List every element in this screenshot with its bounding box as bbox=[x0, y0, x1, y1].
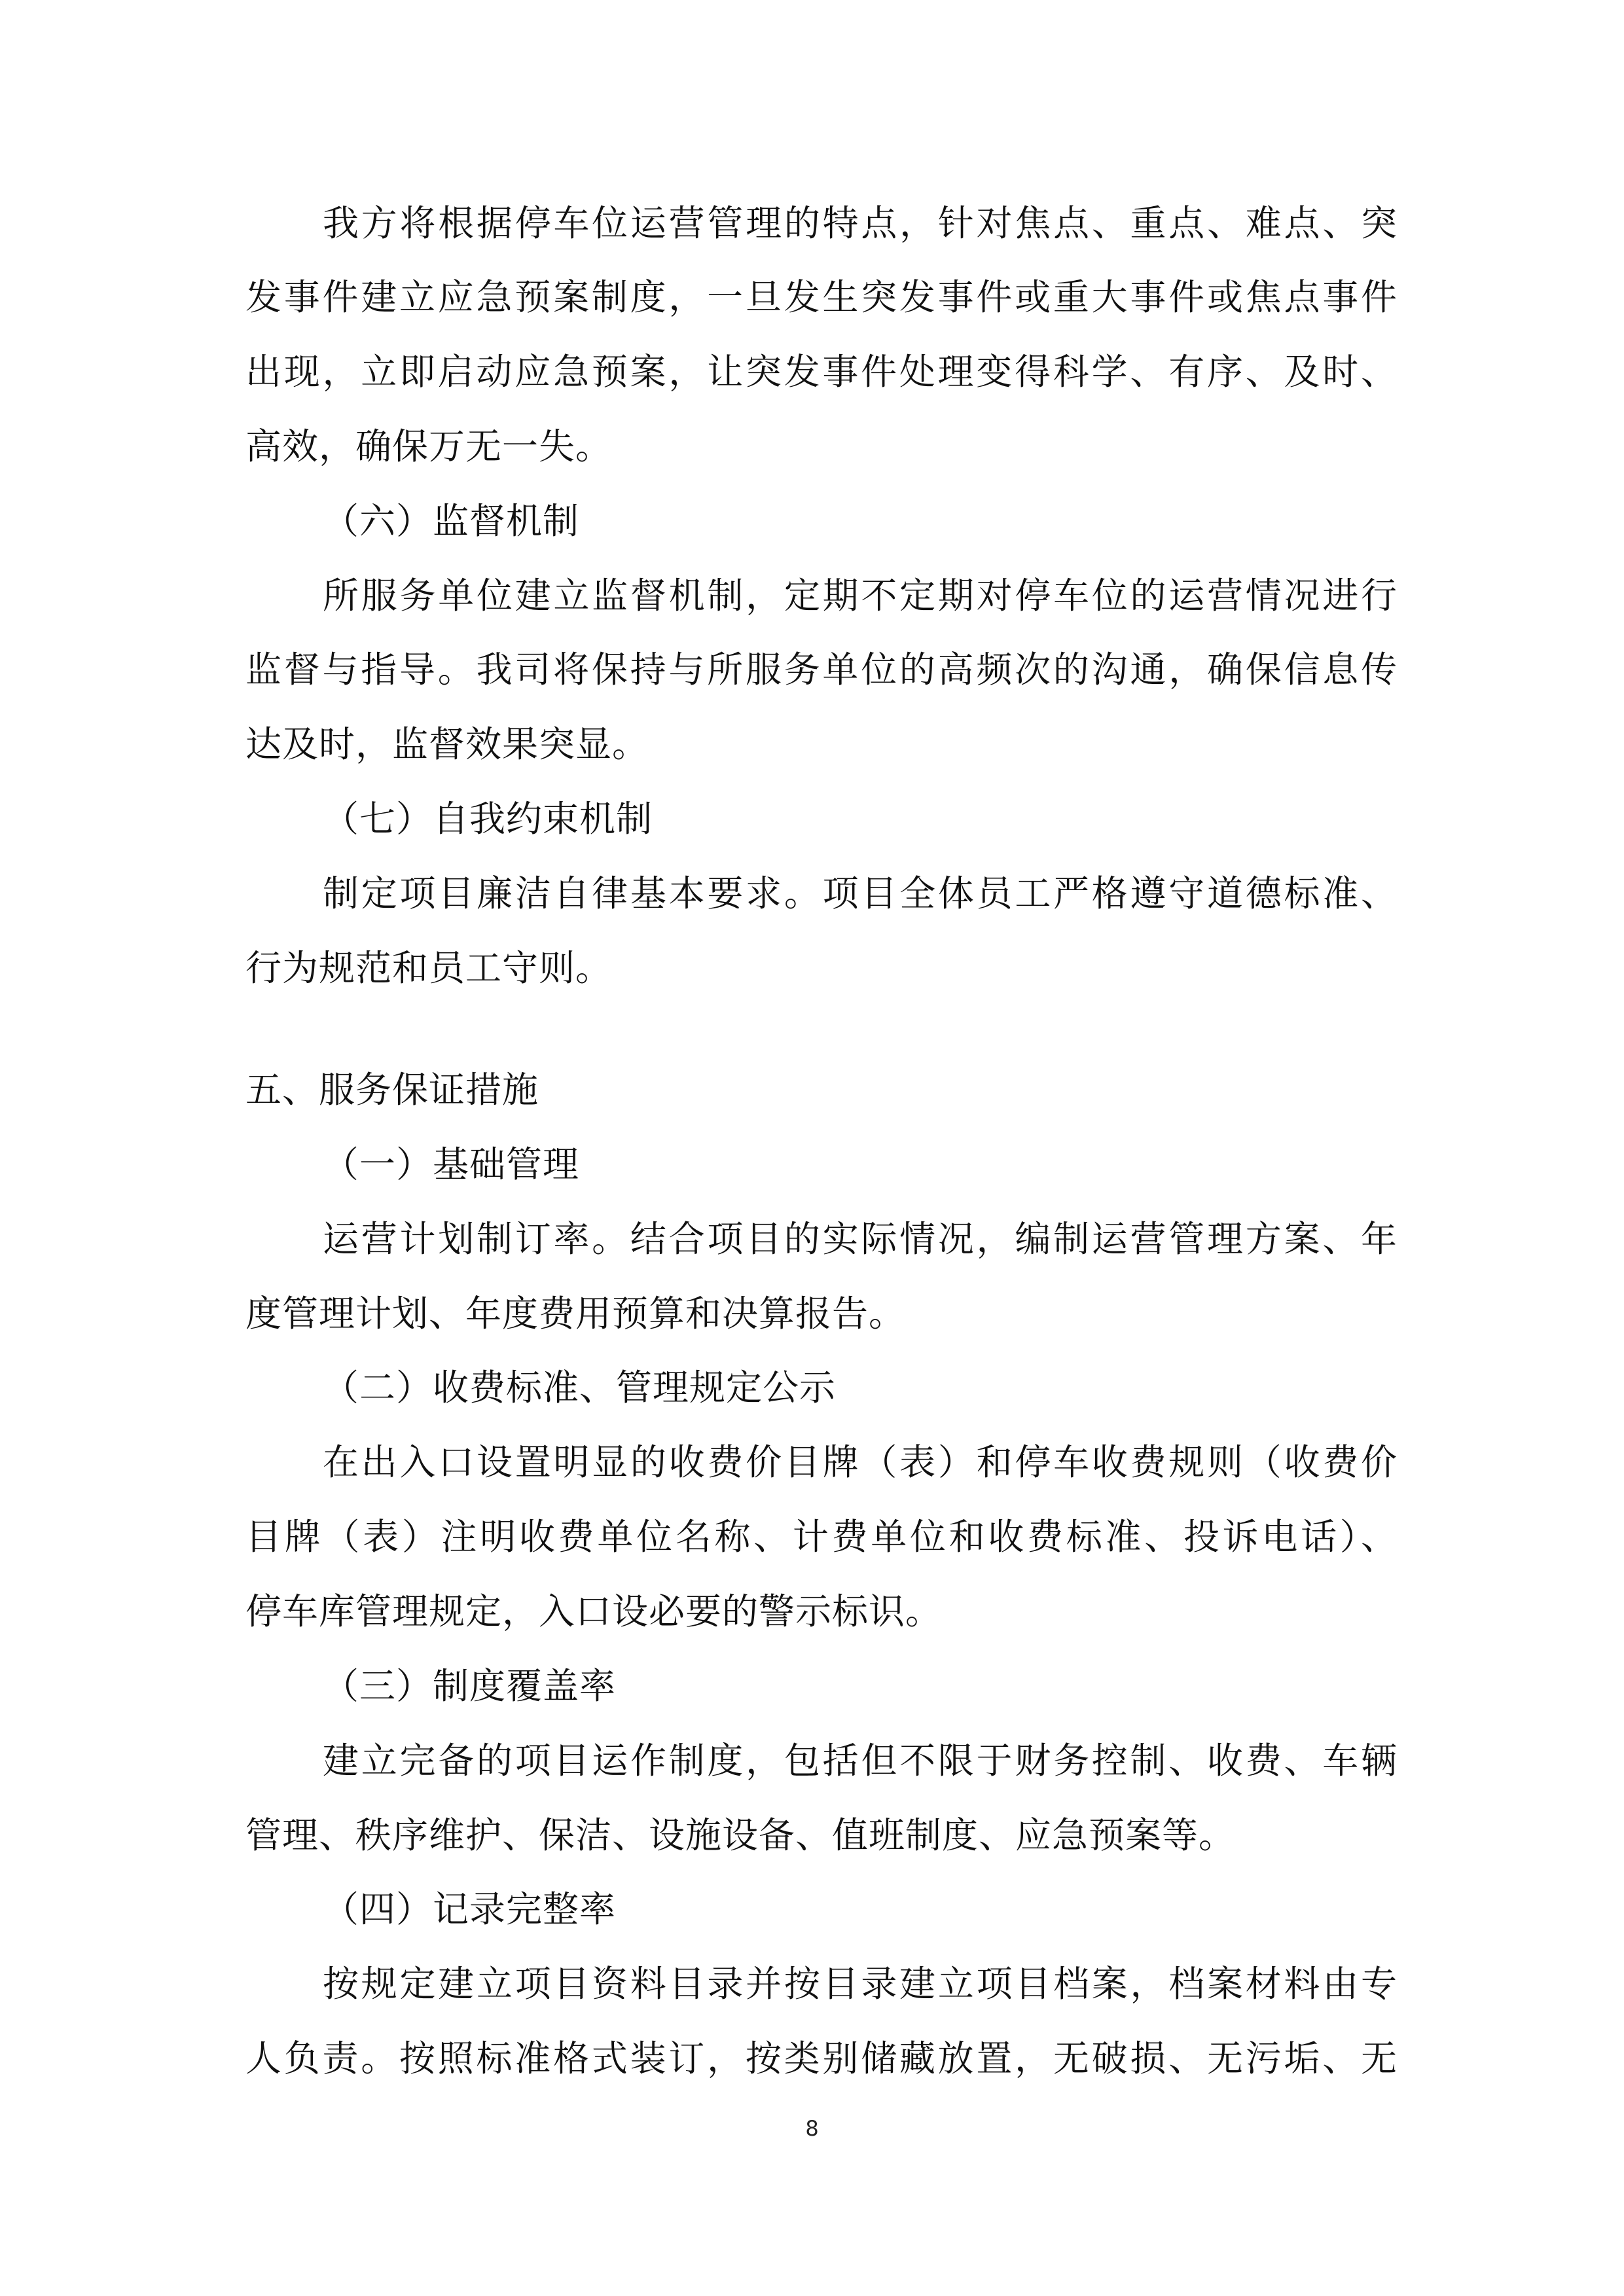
paragraph-1-line-2: 发事件建立应急预案制度，一旦发生突发事件或重大事件或焦点事件 bbox=[245, 276, 1398, 318]
paragraph-4-line-1: 运营计划制订率。结合项目的实际情况，编制运营管理方案、年 bbox=[323, 1218, 1398, 1260]
paragraph-2-line-2: 监督与指导。我司将保持与所服务单位的高频次的沟通，确保信息传 bbox=[245, 649, 1398, 691]
paragraph-3-line-1: 制定项目廉洁自律基本要求。项目全体员工严格遵守道德标准、 bbox=[323, 872, 1398, 914]
paragraph-6-line-1: 建立完备的项目运作制度，包括但不限于财务控制、收费、车辆 bbox=[323, 1740, 1398, 1782]
paragraph-3-line-2: 行为规范和员工守则。 bbox=[245, 947, 613, 989]
heading-basic-management: （一）基础管理 bbox=[323, 1143, 580, 1185]
paragraph-5-line-1: 在出入口设置明显的收费价目牌（表）和停车收费规则（收费价 bbox=[323, 1441, 1398, 1483]
paragraph-7-line-2: 人负责。按照标准格式装订，按类别储藏放置，无破损、无污垢、无 bbox=[245, 2037, 1398, 2079]
heading-record-completeness: （四）记录完整率 bbox=[323, 1888, 617, 1930]
paragraph-1-line-4: 高效，确保万无一失。 bbox=[245, 425, 613, 467]
paragraph-2-line-1: 所服务单位建立监督机制，定期不定期对停车位的运营情况进行 bbox=[323, 575, 1398, 617]
heading-supervision: （六）监督机制 bbox=[323, 500, 580, 542]
paragraph-5-line-2: 目牌（表）注明收费单位名称、计费单位和收费标准、投诉电话）、 bbox=[245, 1516, 1398, 1558]
section-title-service-guarantee: 五、服务保证措施 bbox=[245, 1069, 539, 1111]
paragraph-2-line-3: 达及时，监督效果突显。 bbox=[245, 723, 649, 765]
paragraph-5-line-3: 停车库管理规定，入口设必要的警示标识。 bbox=[245, 1590, 943, 1632]
paragraph-1-line-3: 出现，立即启动应急预案，让突发事件处理变得科学、有序、及时、 bbox=[245, 351, 1398, 393]
paragraph-7-line-1: 按规定建立项目资料目录并按目录建立项目档案，档案材料由专 bbox=[323, 1963, 1398, 2005]
heading-fee-standards: （二）收费标准、管理规定公示 bbox=[323, 1367, 837, 1408]
paragraph-4-line-2: 度管理计划、年度费用预算和决算报告。 bbox=[245, 1293, 906, 1335]
paragraph-6-line-2: 管理、秩序维护、保洁、设施设备、值班制度、应急预案等。 bbox=[245, 1814, 1236, 1856]
page-number: 8 bbox=[805, 2116, 819, 2141]
heading-self-discipline: （七）自我约束机制 bbox=[323, 798, 653, 840]
heading-system-coverage: （三）制度覆盖率 bbox=[323, 1665, 617, 1707]
paragraph-1-line-1: 我方将根据停车位运营管理的特点，针对焦点、重点、难点、突 bbox=[323, 202, 1398, 244]
